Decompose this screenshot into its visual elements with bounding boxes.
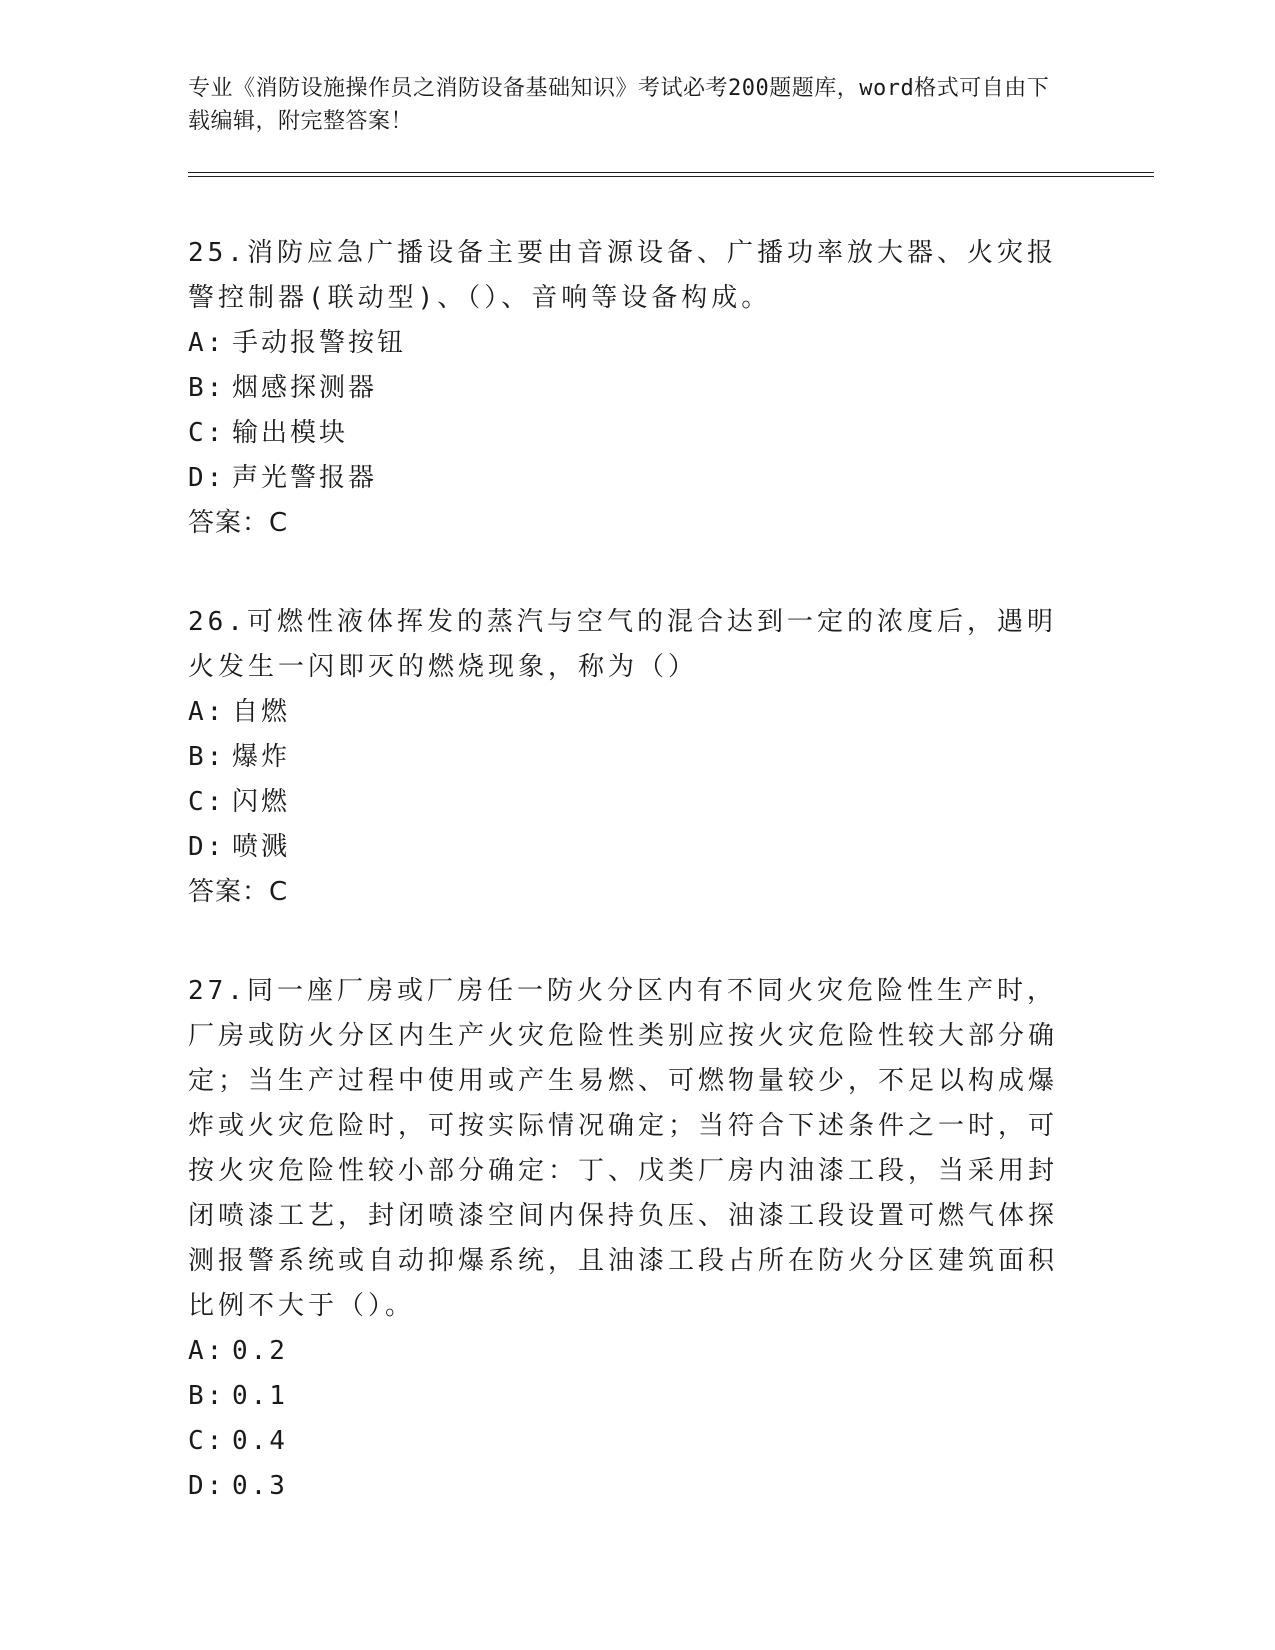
question-26 xyxy=(188,600,1148,915)
option-a xyxy=(188,1329,1148,1374)
answer-line: 答案：C xyxy=(188,877,289,907)
option-letter: C: xyxy=(188,787,226,817)
option-text: 输出模块 xyxy=(232,418,349,448)
option-text: 闪燃 xyxy=(232,787,291,817)
option-text: 自燃 xyxy=(232,697,291,727)
question-25 xyxy=(188,231,1148,546)
option-letter: D: xyxy=(188,832,226,862)
option-text: 喷溅 xyxy=(232,832,291,862)
option-letter: D: xyxy=(188,463,226,493)
option-text: 声光警报器 xyxy=(232,463,378,493)
option-text: 0.2 xyxy=(232,1336,288,1366)
option-d xyxy=(188,456,1148,501)
option-letter: A: xyxy=(188,1336,226,1366)
option-letter: A: xyxy=(188,328,226,358)
option-text: 0.1 xyxy=(232,1381,288,1411)
answer-line: 答案：C xyxy=(188,508,289,538)
question-stem: 27.同一座厂房或厂房任一防火分区内有不同火灾危险性生产时，厂房或防火分区内生产火灾危险性类别应按火灾危险性较大部分确定；当生产过程中使用或产生易燃、可燃物量较少，不足以构成爆炸或火灾危险时，可按实际情况确定；当符合下述条件之一时，可按火灾危险性较小部分确定：丁、戊类厂房内油漆工段，当采用封闭喷漆工艺，封闭喷漆空间内保持负压、油漆工段设置可燃气体探测报警系统或自动抑爆系统，且油漆工段占所在防火分区建筑面积比例不大于（）。 xyxy=(188,976,1059,1321)
option-letter: C: xyxy=(188,1426,226,1456)
option-b xyxy=(188,735,1148,780)
option-letter: B: xyxy=(188,742,226,772)
option-a xyxy=(188,321,1148,366)
option-c xyxy=(188,411,1148,456)
option-a xyxy=(188,690,1148,735)
option-d xyxy=(188,825,1148,870)
document-header: 专业《消防设施操作员之消防设备基础知识》考试必考200题题库，word格式可自由下载编辑，附完整答案！ xyxy=(188,76,1050,134)
option-letter: C: xyxy=(188,418,226,448)
option-letter: D: xyxy=(188,1471,226,1501)
question-stem: 25.消防应急广播设备主要由音源设备、广播功率放大器、火灾报警控制器(联动型)、（）、音响等设备构成。 xyxy=(188,238,1057,313)
option-text: 爆炸 xyxy=(232,742,291,772)
option-text: 手动报警按钮 xyxy=(232,328,407,358)
option-c xyxy=(188,780,1148,825)
option-c xyxy=(188,1419,1148,1464)
option-text: 0.4 xyxy=(232,1426,288,1456)
option-text: 烟感探测器 xyxy=(232,373,378,403)
question-27 xyxy=(188,969,1148,1509)
question-stem: 26.可燃性液体挥发的蒸汽与空气的混合达到一定的浓度后，遇明火发生一闪即灭的燃烧现象，称为（） xyxy=(188,607,1057,682)
option-d xyxy=(188,1464,1148,1509)
option-b xyxy=(188,366,1148,411)
option-letter: B: xyxy=(188,1381,226,1411)
option-letter: A: xyxy=(188,697,226,727)
option-text: 0.3 xyxy=(232,1471,288,1501)
option-b xyxy=(188,1374,1148,1419)
header-divider xyxy=(188,172,1154,177)
document-page xyxy=(188,72,1148,1509)
option-letter: B: xyxy=(188,373,226,403)
